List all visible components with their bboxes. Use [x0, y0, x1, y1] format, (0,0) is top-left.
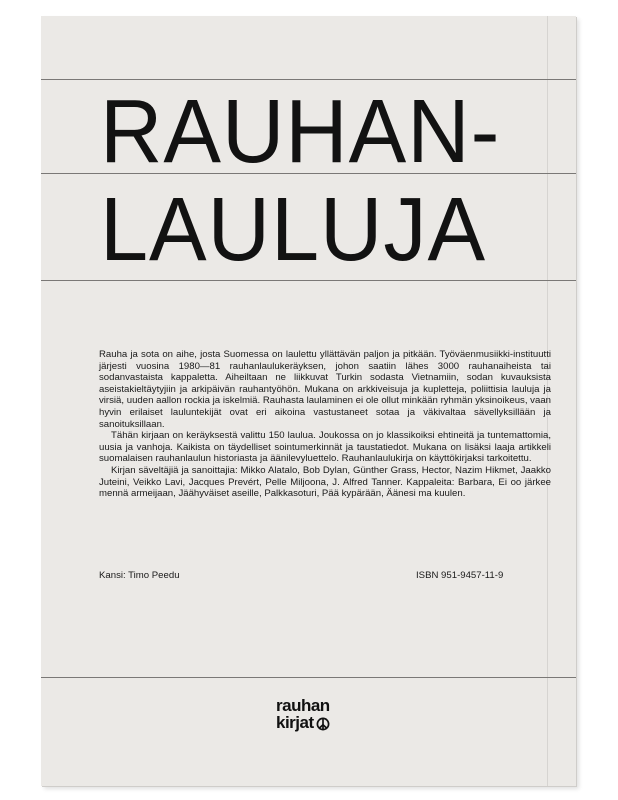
- isbn: ISBN 951-9457-11-9: [416, 570, 504, 581]
- peace-symbol-icon: [316, 717, 330, 731]
- rule-below-title: [41, 280, 576, 281]
- publisher-logo-line-1: rauhan: [276, 696, 330, 715]
- blurb-paragraph: Rauha ja sota on aihe, josta Suomessa on laulettu yllättävän paljon ja pitkään. Työväenmusiikki-instituutti järjesti vuosina 1980—81 rauhanlaulukeräyksen, johon saatiin lähes 3000 rauhanaiheista tai sodanvastaista kappaletta. Aiheiltaan ne liikkuvat Turkin sodasta Vietnamiin, sodan kuvauksista aseistakieltäytyjiin ja arkipäivän rauhantyöhön. Mukana on arkkiveisuja ja kupletteja, poliittisia lauluja ja virsiä, uuden aallon rockia ja iskelmiä. Rauhasta laulaminen ei ole ollut minkään ryhmän yksinoikeus, vaan hyvin erilaiset lauluntekijät ovat eri aikoina vastustaneet sotaa ja väkivaltaa sävellyksillään ja sanoituksillaan.: [99, 349, 551, 430]
- publisher-logo-line-2: kirjat: [276, 713, 314, 732]
- blurb-paragraph: Tähän kirjaan on keräyksestä valittu 150 laulua. Joukossa on jo klassikoiksi ehtineitä ja tuntemattomia, uusia ja vanhoja. Kaikista on täydelliset sointumerkinnät ja taustatiedot. Mukana on lisäksi laaja artikkeli suomalaisen rauhanlaulun historiasta ja äänilevyluettelo. Rauhanlaulukirja on käyttökirjaksi tarkoitettu.: [99, 430, 551, 465]
- blurb-text: [99, 349, 551, 500]
- book-title-line-2: LAULUJA: [100, 180, 487, 280]
- rule-top: [41, 79, 576, 80]
- cover-credit: Kansi: Timo Peedu: [99, 570, 180, 581]
- publisher-logo: [276, 697, 330, 731]
- book-title-line-1: RAUHAN-: [100, 82, 501, 182]
- blurb-paragraph: Kirjan säveltäjiä ja sanoittajia: Mikko Alatalo, Bob Dylan, Günther Grass, Hector, Nazim Hikmet, Jaakko Juteini, Veikko Lavi, Jacques Prevért, Pelle Miljoona, J. Alfred Tanner. Kappaleita: Barbara, Ei oo järkee mennä armeijaan, Jäähyväiset aseille, Palkkasoturi, Pää kypärään, Äänesi ma kuulen.: [99, 464, 551, 500]
- rule-above-logo: [41, 677, 576, 678]
